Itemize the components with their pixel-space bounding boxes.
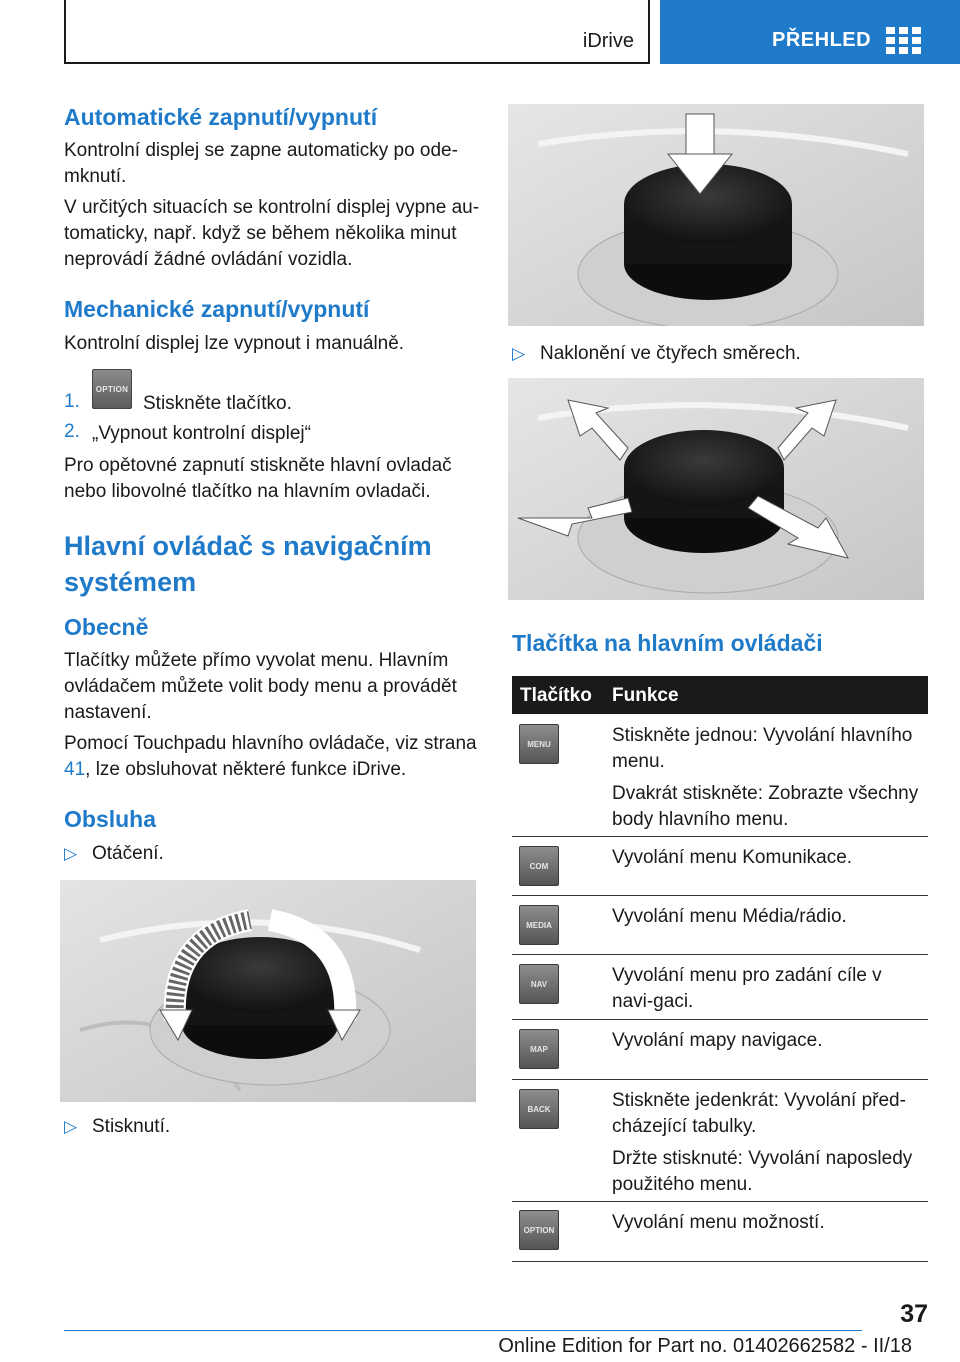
bullet-rotate-text: Otáčení. xyxy=(92,843,164,864)
option-button-icon: OPTION xyxy=(92,369,132,409)
general-paragraph-2 xyxy=(64,731,480,783)
row-function-line: Vyvolání menu Média/rádio. xyxy=(612,906,847,927)
general-paragraph-2-start: Pomocí Touchpadu hlavního ovládače, viz strana xyxy=(64,733,477,754)
footer-divider xyxy=(64,1330,862,1331)
bullet-triangle-icon: ▷ xyxy=(512,344,526,363)
header-section-title: iDrive xyxy=(582,30,634,52)
mechanical-on-off-heading: Mechanické zapnutí/vypnutí xyxy=(64,296,370,322)
step-1-text: Stiskněte tlačítko. xyxy=(143,393,292,414)
controller-rotate-image xyxy=(60,880,476,1102)
header-section-box xyxy=(64,0,650,64)
bullet-tilt-text: Naklonění ve čtyřech směrech. xyxy=(540,343,801,364)
mechanical-paragraph-1: Kontrolní displej lze vypnout i manuálně. xyxy=(64,333,405,354)
page-number: 37 xyxy=(900,1300,928,1328)
row-function-line: Vyvolání menu Komunikace. xyxy=(612,847,853,868)
mechanical-paragraph-2: Pro opětovné zapnutí stiskněte hlavní ovladač nebo libovolné tlačítko na hlavním ovladači. xyxy=(64,455,452,502)
option-button-icon: OPTION xyxy=(519,1210,559,1250)
overview-tab-label: PŘEHLED xyxy=(772,29,872,51)
step-1-number: 1. xyxy=(64,391,80,412)
row-function xyxy=(612,1028,926,1054)
table-row xyxy=(512,1020,928,1080)
auto-on-off-heading: Automatické zapnutí/vypnutí xyxy=(64,104,378,130)
operation-heading: Obsluha xyxy=(64,806,157,832)
menu-button-icon: MENU xyxy=(519,724,559,764)
bullet-press-text: Stisknutí. xyxy=(92,1116,171,1137)
table-row xyxy=(512,896,928,955)
general-paragraph-2-end: , lze obsluhovat některé funkce iDrive. xyxy=(85,759,407,780)
row-function xyxy=(612,1088,926,1198)
nav-button-icon: NAV xyxy=(519,964,559,1004)
map-button-icon: MAP xyxy=(519,1029,559,1069)
row-function-line: Držte stisknuté: Vyvolání naposledy použitého menu. xyxy=(612,1148,913,1195)
page-41-link[interactable]: 41 xyxy=(64,759,86,780)
row-function xyxy=(612,904,926,930)
table-row xyxy=(512,1202,928,1262)
table-header xyxy=(512,676,928,714)
com-button-icon: COM xyxy=(519,846,559,886)
row-function-line: Vyvolání menu pro zadání cíle v navi‐gaci. xyxy=(612,965,882,1012)
row-function xyxy=(612,723,926,833)
table-row xyxy=(512,714,928,837)
row-function xyxy=(612,963,926,1015)
step-2-number: 2. xyxy=(64,421,80,442)
table-row xyxy=(512,837,928,896)
general-heading: Obecně xyxy=(64,614,149,640)
auto-paragraph-2: V určitých situacích se kontrolní displej vypne au‐tomaticky, např. když se během několika minut neprovádí žádné ovládání vozidla. xyxy=(64,197,480,270)
edition-footer: Online Edition for Part no. 01402662582 - II/18 xyxy=(498,1335,912,1357)
main-controller-heading: Hlavní ovládač s navigačním systémem xyxy=(64,531,432,597)
row-function-line: Dvakrát stiskněte: Zobrazte všechny body hlavního menu. xyxy=(612,783,919,830)
row-function-line: Vyvolání mapy navigace. xyxy=(612,1030,823,1051)
table-row xyxy=(512,1080,928,1202)
bullet-triangle-icon: ▷ xyxy=(64,844,78,863)
overview-tab[interactable] xyxy=(660,0,960,64)
back-button-icon: BACK xyxy=(519,1089,559,1129)
row-function-line: Stiskněte jednou: Vyvolání hlavního menu. xyxy=(612,725,913,772)
table-row xyxy=(512,955,928,1020)
row-function xyxy=(612,1210,926,1236)
column-header-button: Tlačítko xyxy=(520,685,592,706)
column-header-function: Funkce xyxy=(612,685,679,706)
grid-icon xyxy=(886,27,922,54)
controller-buttons-heading: Tlačítka na hlavním ovládači xyxy=(512,630,823,656)
general-paragraph-1: Tlačítky můžete přímo vyvolat menu. Hlavním ovládačem můžete volit body menu a provádět nastavení. xyxy=(64,650,457,723)
media-button-icon: MEDIA xyxy=(519,905,559,945)
bullet-triangle-icon: ▷ xyxy=(64,1117,78,1136)
controller-tilt-image xyxy=(508,378,924,600)
row-function-line: Stiskněte jedenkrát: Vyvolání před‐cházející tabulky. xyxy=(612,1090,906,1137)
auto-paragraph-1: Kontrolní displej se zapne automaticky po ode‐mknutí. xyxy=(64,140,458,187)
controller-press-image xyxy=(508,104,924,326)
row-function-line: Vyvolání menu možností. xyxy=(612,1212,825,1233)
step-2-text: „Vypnout kontrolní displej“ xyxy=(92,423,311,444)
row-function xyxy=(612,845,926,871)
